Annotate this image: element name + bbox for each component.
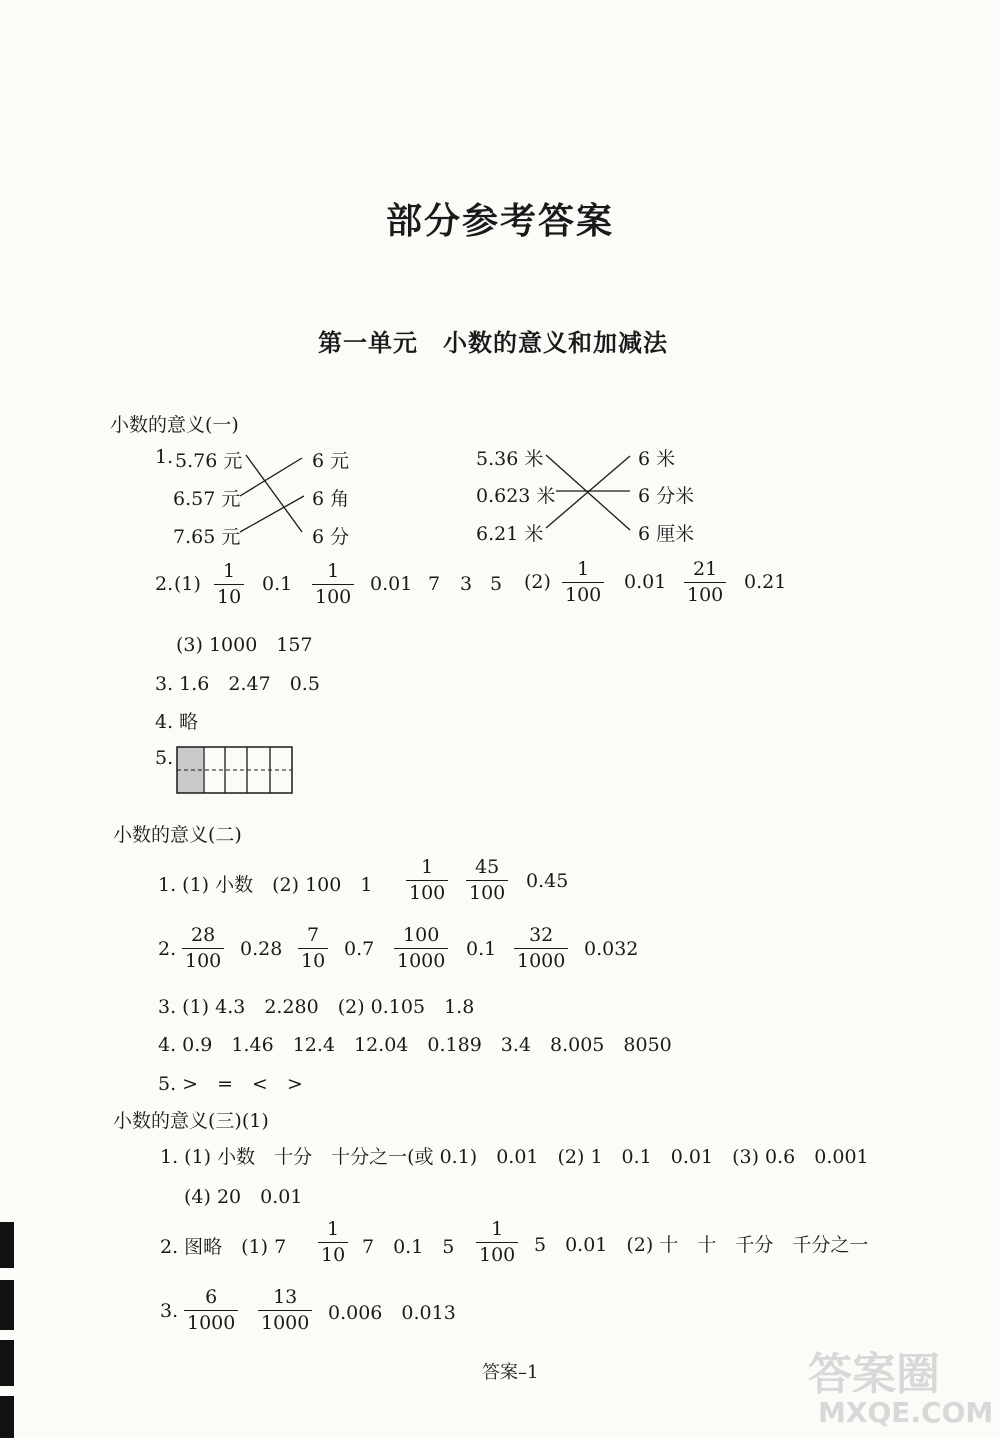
q2-value: 5 [490, 573, 503, 595]
match-right-a-2: 6 角 [312, 488, 350, 510]
match-left-a-1: 5.76 元 [175, 450, 243, 472]
q2-label: 2. [155, 573, 174, 595]
fraction: $\frac{32}{1000}$ [514, 926, 568, 971]
section-heading-3: 小数的意义(三)(1) [113, 1110, 269, 1132]
q2-value: 0.1 [262, 573, 293, 595]
s2-q2-value: 0.1 [466, 938, 497, 960]
q1-label: 1. [155, 446, 174, 468]
fraction: $\frac{1}{100}$ [312, 562, 354, 607]
fraction: $\frac{1}{10}$ [214, 562, 244, 607]
s2-q1: 1. (1) 小数 (2) 100 1 [158, 874, 373, 896]
fraction: $\frac{13}{1000}$ [258, 1288, 312, 1333]
s3-q1-line1: 1. (1) 小数 十分 十分之一(或 0.1) 0.01 (2) 1 0.1 0.01 (3) 0.6 0.001 [160, 1146, 869, 1168]
fraction: $\frac{7}{10}$ [298, 926, 328, 971]
s2-q4: 4. 0.9 1.46 12.4 12.04 0.189 3.4 8.005 8050 [158, 1034, 672, 1056]
s2-q5: 5. > = < > [158, 1073, 303, 1095]
decimal-grid-figure [176, 746, 294, 796]
s3-q3-tail: 0.006 0.013 [328, 1302, 456, 1324]
match-line-a1 [246, 455, 302, 532]
fraction: $\frac{1}{10}$ [318, 1220, 348, 1265]
fraction: $\frac{28}{100}$ [182, 926, 224, 971]
match-right-b-1: 6 米 [638, 448, 676, 470]
q2-part2: (2) [524, 571, 551, 593]
q3: 3. 1.6 2.47 0.5 [155, 673, 320, 695]
binding-edge-mark [0, 1340, 14, 1386]
s2-q1-value: 0.45 [526, 870, 569, 892]
binding-edge-mark [0, 1396, 14, 1438]
match-right-a-1: 6 元 [312, 450, 350, 472]
page-title: 部分参考答案 [386, 200, 615, 242]
q2-value: 3 [460, 573, 473, 595]
fraction: $\frac{1}{100}$ [476, 1220, 518, 1265]
fraction: $\frac{1}{100}$ [406, 858, 448, 903]
q2-part1: (1) [174, 573, 201, 595]
binding-edge-mark [0, 1280, 14, 1330]
fraction: $\frac{100}{1000}$ [394, 926, 448, 971]
s2-q2-label: 2. [158, 938, 177, 960]
fraction: $\frac{45}{100}$ [466, 858, 508, 903]
match-line-a3 [240, 496, 304, 532]
page-number: 答案–1 [482, 1362, 539, 1383]
q4: 4. 略 [155, 711, 199, 733]
q2-value: 0.01 [370, 573, 413, 595]
s3-q3-label: 3. [160, 1300, 179, 1322]
s2-q2-value: 0.032 [584, 938, 639, 960]
match-left-b-3: 6.21 米 [476, 523, 544, 545]
unit-title: 第一单元 小数的意义和加减法 [318, 328, 668, 357]
section-heading-2: 小数的意义(二) [113, 824, 242, 846]
q5-label: 5. [155, 747, 174, 769]
fraction: $\frac{21}{100}$ [684, 560, 726, 605]
s3-q2: 2. 图略 (1) 7 [160, 1236, 287, 1258]
match-left-b-2: 0.623 米 [476, 485, 556, 507]
match-right-b-3: 6 厘米 [638, 523, 695, 545]
s2-q2-value: 0.28 [240, 938, 283, 960]
s2-q3: 3. (1) 4.3 2.280 (2) 0.105 1.8 [158, 996, 475, 1018]
q2-value: 7 [428, 573, 441, 595]
match-left-a-3: 7.65 元 [173, 526, 241, 548]
s3-q1-line2: (4) 20 0.01 [184, 1186, 303, 1208]
binding-edge-mark [0, 1222, 14, 1268]
fraction: $\frac{6}{1000}$ [184, 1288, 238, 1333]
watermark-logo: 答案圈 [808, 1349, 940, 1400]
watermark-url: MXQE.COM [818, 1396, 994, 1429]
s3-q2-mid: 7 0.1 5 [362, 1236, 455, 1258]
section-heading-1: 小数的意义(一) [110, 414, 239, 436]
fraction: $\frac{1}{100}$ [562, 560, 604, 605]
match-left-b-1: 5.36 米 [476, 448, 544, 470]
q2-value: 0.21 [744, 571, 787, 593]
match-right-a-3: 6 分 [312, 526, 350, 548]
match-right-b-2: 6 分米 [638, 485, 695, 507]
q2-line3: (3) 1000 157 [176, 634, 313, 656]
match-left-a-2: 6.57 元 [173, 488, 241, 510]
s2-q2-value: 0.7 [344, 938, 375, 960]
q2-value: 0.01 [624, 571, 667, 593]
s3-q2-tail: 5 0.01 (2) 十 十 千分 千分之一 [534, 1234, 869, 1256]
